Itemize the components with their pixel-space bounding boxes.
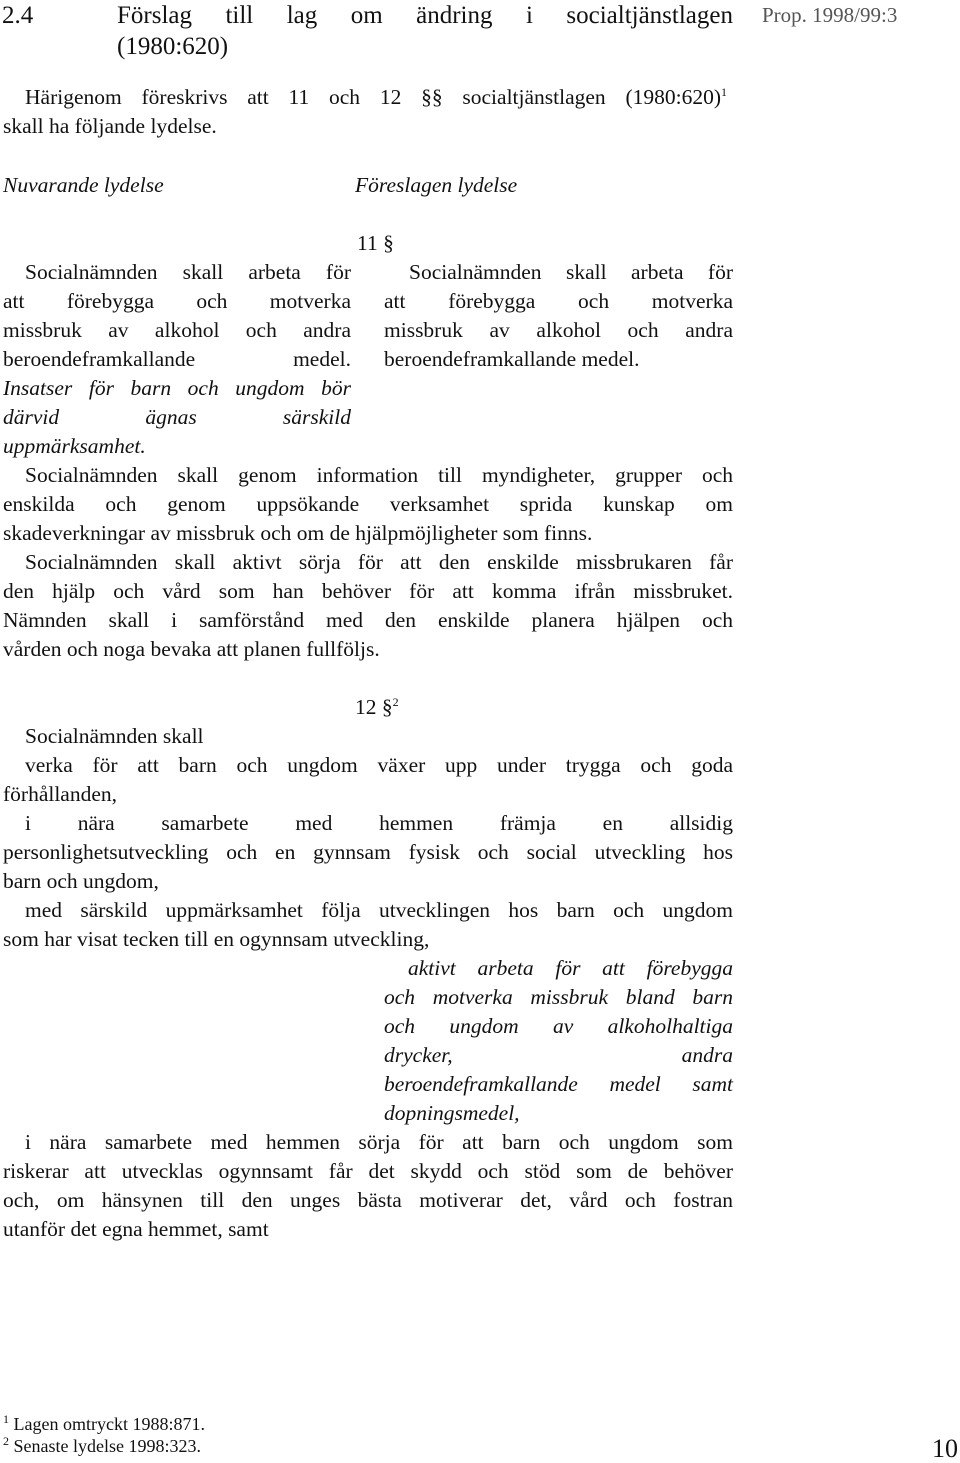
- section-12-proposed-addition: [384, 954, 733, 1128]
- text-line: och, om hänsynen till den unges bästa motiverar det, vård och fostran: [3, 1188, 733, 1212]
- section-12-heading: 12 §$^2$: [355, 694, 399, 719]
- text-line: i nära samarbete med hemmen sörja för att barn och ungdom som: [25, 1130, 733, 1154]
- text-line: att förebygga och motverka: [3, 289, 351, 313]
- section-title: Förslag till lag om ändring i socialtjänstlagen: [117, 2, 733, 29]
- section-11-paragraph-1: [3, 461, 733, 548]
- text-line: den hjälp och vård som han behöver för att komma ifrån missbruket.: [3, 579, 733, 603]
- text-line: barn och ungdom,: [3, 869, 159, 893]
- section-11-heading: 11 §: [357, 231, 394, 255]
- page-number: 10: [932, 1434, 958, 1463]
- section-12-item-3: [3, 896, 733, 954]
- text-line: Socialnämnden skall genom information till myndigheter, grupper och: [25, 463, 733, 487]
- proposed-wording-heading: Föreslagen lydelse: [355, 173, 518, 197]
- intro-line-2: skall ha följande lydelse.: [3, 114, 217, 138]
- text-line: Socialnämnden skall arbeta för: [409, 260, 733, 284]
- footnote-ref-2: 2: [392, 694, 399, 709]
- text-line: Socialnämnden skall arbeta för: [25, 260, 351, 284]
- text-line: beroendeframkallande medel.: [3, 347, 351, 371]
- footnote-2: $^2$ Senaste lydelse 1998:323.: [3, 1434, 201, 1456]
- section-11-current-text: [3, 258, 351, 461]
- text-line: med särskild uppmärksamhet följa utvecklingen hos barn och ungdom: [25, 898, 733, 922]
- section-number: 2.4: [2, 2, 34, 29]
- section-11-proposed-text: [384, 258, 733, 374]
- footnote-ref-1: 1: [721, 84, 727, 99]
- section-12-item-4: [3, 1128, 733, 1244]
- italic-line: aktivt arbeta för att förebygga: [408, 956, 733, 980]
- italic-line: dopningsmedel,: [384, 1101, 520, 1125]
- section-12-item-1: [3, 751, 733, 809]
- text-line: utanför det egna hemmet, samt: [3, 1217, 269, 1241]
- text-line: vården och noga bevaka att planen fullföljs.: [3, 637, 380, 661]
- text-line: skadeverkningar av missbruk och om de hjälpmöjligheter som finns.: [3, 521, 593, 545]
- text-line: enskilda och genom uppsökande verksamhet sprida kunskap om: [3, 492, 733, 516]
- italic-line: därvid ägnas särskild: [3, 405, 351, 429]
- intro-line-1: Härigenom föreskrivs att 11 och 12 §§ socialtjänstlagen (1980:620)$^1$: [25, 84, 727, 109]
- section-title-cont: (1980:620): [117, 33, 229, 60]
- text-line: Nämnden skall i samförstånd med den enskilde planera hjälpen och: [3, 608, 733, 632]
- text-line: som har visat tecken till en ogynnsam utveckling,: [3, 927, 430, 951]
- italic-line: och ungdom av alkoholhaltiga: [384, 1014, 733, 1038]
- text-line: Socialnämnden skall aktivt sörja för att den enskilde missbrukaren får: [25, 550, 733, 574]
- text-line: i nära samarbete med hemmen främja en allsidig: [25, 811, 733, 835]
- text-line: verka för att barn och ungdom växer upp under trygga och goda: [25, 753, 733, 777]
- italic-line: och motverka missbruk bland barn: [384, 985, 733, 1009]
- text-line: missbruk av alkohol och andra: [384, 318, 733, 342]
- current-wording-heading: Nuvarande lydelse: [3, 173, 164, 197]
- italic-line: Insatser för barn och ungdom bör: [3, 376, 351, 400]
- text-line: förhållanden,: [3, 782, 118, 806]
- footnote-1: $^1$ Lagen omtryckt 1988:871.: [3, 1412, 205, 1434]
- section-11-paragraph-2: [3, 548, 733, 664]
- text-line: missbruk av alkohol och andra: [3, 318, 351, 342]
- text-line: beroendeframkallande medel.: [384, 347, 640, 371]
- text-line: riskerar att utvecklas ogynnsamt får det skydd och stöd som de behöver: [3, 1159, 733, 1183]
- text-line: personlighetsutveckling och en gynnsam fysisk och social utveckling hos: [3, 840, 733, 864]
- text-line: att förebygga och motverka: [384, 289, 733, 313]
- italic-line: uppmärksamhet.: [3, 434, 146, 458]
- italic-line: beroendeframkallande medel samt: [384, 1072, 733, 1096]
- proposition-reference: Prop. 1998/99:3: [762, 3, 898, 27]
- section-12-item-2: [3, 809, 733, 896]
- italic-line: drycker, andra: [384, 1043, 733, 1067]
- section-12-intro: Socialnämnden skall: [25, 724, 204, 748]
